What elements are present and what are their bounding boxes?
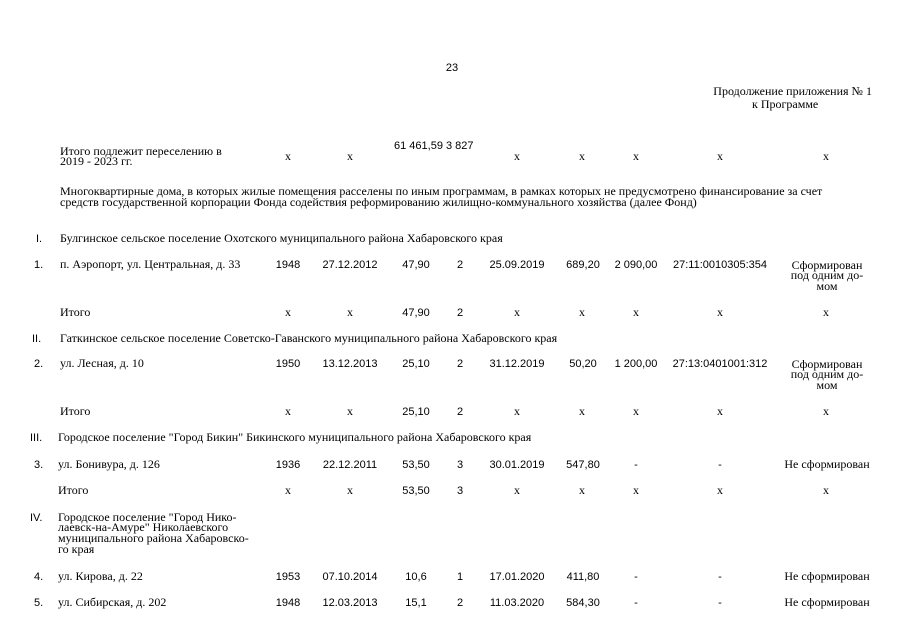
row-cost: 411,80 [566, 571, 600, 583]
total-cell-status: х [823, 149, 829, 163]
row-status-line-3: мом [816, 378, 838, 392]
row-plan-date: 11.03.2020 [489, 597, 545, 609]
section-title: Булгинское сельское поселение Охотского муниципального района Хабаровского края [60, 231, 503, 245]
subtotal-area: 25,10 [402, 406, 430, 418]
row-address: п. Аэропорт, ул. Центральная, д. 33 [60, 257, 241, 271]
subtotal-cost: х [579, 404, 585, 418]
subtotal-cost: х [579, 305, 585, 319]
section-title-line-2: лаевск-на-Амуре" Николаевского [58, 520, 229, 534]
row-year: 1948 [275, 259, 301, 271]
row-cadastral: - [718, 597, 722, 609]
row-address: ул. Бонивура, д. 126 [58, 457, 160, 471]
subtotal-year: х [285, 305, 291, 319]
subtotal-cadastral: х [717, 305, 723, 319]
subtotal-status: х [823, 404, 829, 418]
row-people: 1 [456, 571, 464, 583]
row-date: 12.03.2013 [322, 597, 378, 609]
note-line-2: средств государственной корпорации Фонда содействия реформированию жилищно-коммунального хозяйства (далее Фонд) [60, 195, 697, 209]
row-cadastral: - [718, 459, 722, 471]
row-number: 3. [34, 459, 44, 471]
total-cell-year: х [285, 149, 291, 163]
row-cadastral: - [718, 571, 722, 583]
row-number: 4. [34, 571, 44, 583]
row-date: 13.12.2013 [322, 358, 378, 370]
row-date: 27.12.2012 [322, 259, 378, 271]
row-number: 2. [34, 358, 44, 370]
row-year: 1936 [275, 459, 301, 471]
total-label-line-2: 2019 - 2023 гг. [60, 154, 133, 168]
row-status-line-3: мом [816, 279, 838, 293]
subtotal-label: Итого [60, 404, 91, 418]
section-title-line-3: муниципального района Хабаровско- [58, 531, 249, 545]
row-status: Не сформирован [784, 595, 870, 609]
row-date: 22.12.2011 [322, 459, 378, 471]
row-price: 2 090,00 [614, 259, 658, 271]
row-status: Не сформирован [784, 569, 870, 583]
row-people: 2 [456, 597, 464, 609]
subtotal-date: х [347, 305, 353, 319]
subtotal-people: 3 [456, 485, 464, 497]
row-area: 15,1 [405, 597, 427, 609]
row-status-line-1: Сформирован [791, 357, 863, 371]
subtotal-date: х [347, 404, 353, 418]
row-area: 10,6 [405, 571, 427, 583]
row-address: ул. Кирова, д. 22 [58, 569, 143, 583]
section-title: Гаткинское сельское поселение Советско-Гаванского муниципального района Хабаровского края [60, 331, 558, 345]
row-price: - [634, 459, 638, 471]
total-cell-cost: х [579, 149, 585, 163]
row-area: 47,90 [402, 259, 430, 271]
row-address: ул. Лесная, д. 10 [60, 356, 144, 370]
row-cost: 547,80 [566, 459, 600, 471]
row-cadastral: 27:13:0401001:312 [672, 358, 768, 370]
subtotal-plan-date: х [514, 483, 520, 497]
row-year: 1953 [275, 571, 301, 583]
page-number: 23 [445, 62, 459, 74]
subtotal-cadastral: х [717, 404, 723, 418]
subtotal-price: х [633, 483, 639, 497]
row-plan-date: 31.12.2019 [489, 358, 545, 370]
row-plan-date: 25.09.2019 [489, 259, 545, 271]
row-cost: 689,20 [566, 259, 600, 271]
subtotal-year: х [285, 483, 291, 497]
row-people: 3 [456, 459, 464, 471]
subtotal-area: 53,50 [402, 485, 430, 497]
section-title: Городское поселение "Город Бикин" Бикинского муниципального района Хабаровского края [58, 430, 532, 444]
row-area: 25,10 [402, 358, 430, 370]
subtotal-status: х [823, 483, 829, 497]
subtotal-area: 47,90 [402, 307, 430, 319]
section-number: IV. [30, 512, 43, 524]
row-price: 1 200,00 [614, 358, 658, 370]
row-number: 5. [34, 597, 44, 609]
continuation-line-2: к Программе [752, 97, 819, 111]
subtotal-label: Итого [60, 305, 91, 319]
row-year: 1950 [275, 358, 301, 370]
total-cell-plan-date: х [514, 149, 520, 163]
subtotal-cadastral: х [717, 483, 723, 497]
subtotal-plan-date: х [514, 305, 520, 319]
section-title-line-1: Городское поселение "Город Нико- [58, 510, 237, 524]
section-title-line-4: го края [58, 542, 95, 556]
row-plan-date: 17.01.2020 [489, 571, 545, 583]
total-cell-area: 61 461,59 [394, 140, 443, 152]
section-number: III. [30, 432, 43, 444]
total-cell-people: 3 827 [446, 140, 474, 152]
continuation-line-1: Продолжение приложения № 1 [713, 84, 872, 98]
subtotal-price: х [633, 305, 639, 319]
note-line-1: Многоквартирные дома, в которых жилые помещения расселены по иным программам, в рамках которых не предусмотрено финансирование за счет [60, 184, 823, 198]
row-price: - [634, 597, 638, 609]
row-people: 2 [456, 358, 464, 370]
subtotal-cost: х [579, 483, 585, 497]
row-people: 2 [456, 259, 464, 271]
subtotal-people: 2 [456, 406, 464, 418]
row-status: Не сформирован [784, 457, 870, 471]
row-cost: 50,20 [569, 358, 597, 370]
row-address: ул. Сибирская, д. 202 [58, 595, 167, 609]
row-plan-date: 30.01.2019 [489, 459, 545, 471]
row-area: 53,50 [402, 459, 430, 471]
subtotal-label: Итого [58, 483, 89, 497]
subtotal-people: 2 [456, 307, 464, 319]
row-status-line-2: под одним до- [790, 367, 864, 381]
subtotal-year: х [285, 404, 291, 418]
row-cadastral: 27:11:0010305:354 [673, 259, 767, 271]
total-cell-date: х [347, 149, 353, 163]
total-cell-price: х [633, 149, 639, 163]
subtotal-status: х [823, 305, 829, 319]
subtotal-plan-date: х [514, 404, 520, 418]
row-number: 1. [34, 259, 44, 271]
total-label-line-1: Итого подлежит переселению в [60, 144, 222, 158]
total-cell-cadastral: х [717, 149, 723, 163]
row-status-line-2: под одним до- [790, 268, 864, 282]
section-number: I. [36, 233, 43, 245]
row-status-line-1: Сформирован [791, 258, 863, 272]
row-date: 07.10.2014 [322, 571, 378, 583]
section-number: II. [32, 333, 42, 345]
row-price: - [634, 571, 638, 583]
row-cost: 584,30 [566, 597, 600, 609]
subtotal-date: х [347, 483, 353, 497]
subtotal-price: х [633, 404, 639, 418]
row-year: 1948 [275, 597, 301, 609]
